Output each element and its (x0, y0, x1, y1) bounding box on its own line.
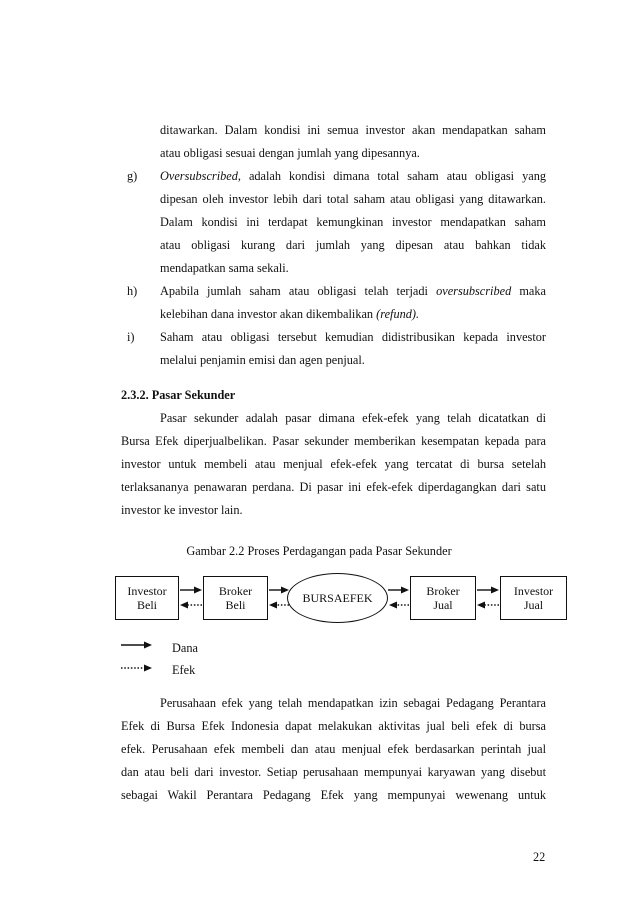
text-line: Dalam kondisi ini terdapat kemungkinan investor mendapatkan saham (160, 215, 546, 229)
ellipse-label: BURSA (302, 591, 343, 605)
paragraph-line: dan atau beli dari investor. Setiap perusahaan mempunyai karyawan yang disebut (121, 765, 546, 779)
box-label: Jual (433, 598, 453, 612)
paragraph-line: Bursa Efek diperjualbelikan. Pasar sekunder memberikan kesempatan kepada para (121, 434, 546, 448)
investor-beli-box (115, 576, 179, 620)
dana-arrow-bursa-bj-head (401, 587, 409, 594)
text-fragment: adalah kondisi dimana total saham atau obligasi yang (248, 169, 546, 183)
efek-arrow-bj-bursa-head (389, 602, 397, 609)
bursa-efek-ellipse (287, 573, 388, 623)
paragraph-line: investor untuk membeli atau menjual efek-efek yang tercatat di bursa setelah (121, 457, 546, 471)
text-fragment: kelebihan dana investor akan dikembalikan (160, 307, 374, 321)
legend-dana-label: Dana (172, 641, 198, 655)
text-line: dipesan oleh investor lebih dari total saham atau obligasi yang ditawarkan. (160, 192, 546, 206)
text-line: melalui penjamin emisi dan agen penjual. (160, 353, 365, 367)
paragraph-line: Perusahaan efek yang telah mendapatkan izin sebagai Pedagang Perantara (160, 696, 546, 710)
broker-jual-box (410, 576, 476, 620)
broker-beli-box (203, 576, 268, 620)
paragraph-line: terlaksananya penawaran perdana. Di pasar ini efek-efek diperdagangkan dari satu (121, 480, 546, 494)
box-label: Investor (513, 584, 554, 598)
text-line: ditawarkan. Dalam kondisi ini semua investor akan mendapatkan saham (160, 123, 546, 137)
paragraph-line: sebagai Wakil Perantara Pedagang Efek yang mempunyai wewenang untuk (121, 788, 546, 802)
box-label: Broker (426, 584, 460, 598)
list-marker-g: g) (127, 169, 138, 183)
box-label: Broker (218, 584, 253, 598)
box-label: Investor (127, 584, 167, 598)
box-label: Beli (136, 598, 157, 612)
figure-caption: Gambar 2.2 Proses Perdagangan pada Pasar Sekunder (186, 544, 452, 558)
efek-arrow-bb-ib-head (180, 602, 188, 609)
paragraph-line: Pasar sekunder adalah pasar dimana efek-efek yang telah dicatatkan di (160, 411, 546, 425)
legend-efek-arrow-head (144, 665, 152, 672)
italic-term: Oversubscribed, (160, 169, 241, 183)
section-heading: 2.3.2. Pasar Sekunder (121, 388, 236, 402)
page-number: 22 (533, 850, 546, 864)
ellipse-label: EFEK (342, 591, 373, 605)
list-marker-h: h) (127, 284, 138, 298)
text-line: atau obligasi sesuai dengan jumlah yang dipesannya. (160, 146, 420, 160)
efek-arrow-bursa-bb-head (269, 602, 277, 609)
legend-efek-label: Efek (172, 663, 196, 677)
dana-arrow-ib-bb-head (194, 587, 202, 594)
italic-term: (refund). (376, 307, 420, 321)
text-line: Saham atau obligasi tersebut kemudian didistribusikan kepada investor (160, 330, 546, 344)
text-line: mendapatkan sama sekali. (160, 261, 289, 275)
text-fragment: Apabila jumlah saham atau obligasi telah terjadi (160, 284, 428, 298)
text-line: atau obligasi kurang dari jumlah yang dipesan atau bahkan tidak (160, 238, 546, 252)
legend-dana-arrow-head (144, 642, 152, 649)
box-label: Jual (523, 598, 544, 612)
text-fragment: maka (519, 284, 546, 298)
efek-arrow-ij-bj-head (477, 602, 485, 609)
list-marker-i: i) (127, 330, 135, 344)
investor-jual-box (500, 576, 567, 620)
box-label: Beli (225, 598, 246, 612)
paragraph-line: Efek di Bursa Efek Indonesia dapat melakukan aktivitas jual beli efek di bursa (121, 719, 546, 733)
paragraph-line: investor ke investor lain. (121, 503, 243, 517)
italic-term: oversubscribed (436, 284, 512, 298)
dana-arrow-bj-ij-head (491, 587, 499, 594)
paragraph-line: efek. Perusahaan efek membeli dan atau menjual efek berdasarkan perintah jual (121, 742, 546, 756)
